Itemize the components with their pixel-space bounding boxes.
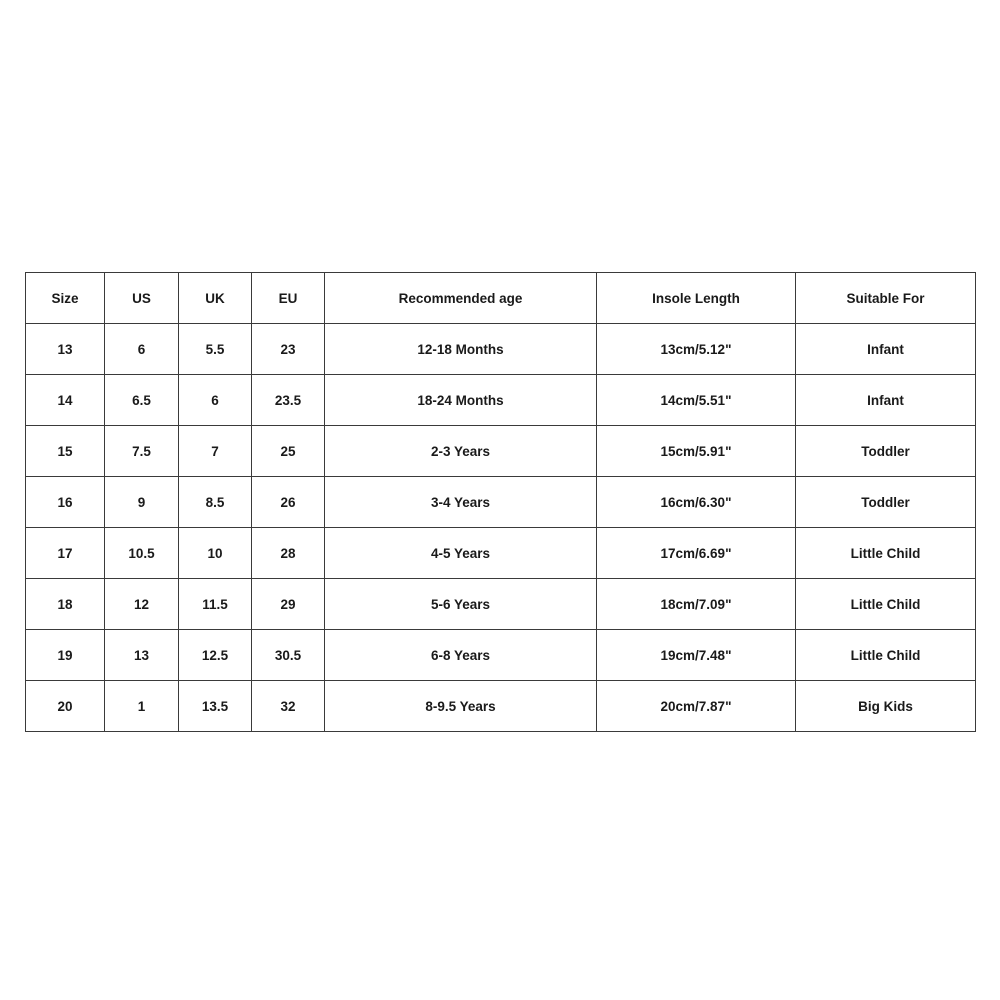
- cell-insole-length: 16cm/6.30": [597, 477, 796, 528]
- table-row: [26, 681, 976, 732]
- cell-size: 19: [26, 630, 105, 681]
- cell-uk: 5.5: [179, 324, 252, 375]
- table-row: [26, 630, 976, 681]
- cell-us: 12: [105, 579, 179, 630]
- cell-eu: 25: [252, 426, 325, 477]
- cell-us: 6.5: [105, 375, 179, 426]
- cell-us: 9: [105, 477, 179, 528]
- cell-recommended-age: 4-5 Years: [325, 528, 597, 579]
- cell-recommended-age: 2-3 Years: [325, 426, 597, 477]
- size-chart-table: [25, 272, 976, 732]
- cell-us: 1: [105, 681, 179, 732]
- cell-suitable-for: Little Child: [796, 528, 976, 579]
- cell-suitable-for: Little Child: [796, 579, 976, 630]
- cell-uk: 10: [179, 528, 252, 579]
- cell-us: 7.5: [105, 426, 179, 477]
- size-chart-container: [25, 272, 975, 732]
- cell-eu: 23.5: [252, 375, 325, 426]
- table-row: [26, 528, 976, 579]
- table-header-row: [26, 273, 976, 324]
- cell-eu: 26: [252, 477, 325, 528]
- table-row: [26, 426, 976, 477]
- cell-uk: 6: [179, 375, 252, 426]
- cell-size: 15: [26, 426, 105, 477]
- table-row: [26, 375, 976, 426]
- cell-suitable-for: Little Child: [796, 630, 976, 681]
- cell-insole-length: 13cm/5.12": [597, 324, 796, 375]
- cell-eu: 32: [252, 681, 325, 732]
- cell-us: 10.5: [105, 528, 179, 579]
- cell-recommended-age: 18-24 Months: [325, 375, 597, 426]
- cell-size: 20: [26, 681, 105, 732]
- cell-uk: 13.5: [179, 681, 252, 732]
- cell-suitable-for: Infant: [796, 324, 976, 375]
- cell-insole-length: 14cm/5.51": [597, 375, 796, 426]
- cell-insole-length: 18cm/7.09": [597, 579, 796, 630]
- cell-size: 14: [26, 375, 105, 426]
- cell-recommended-age: 3-4 Years: [325, 477, 597, 528]
- cell-size: 17: [26, 528, 105, 579]
- cell-eu: 23: [252, 324, 325, 375]
- column-header-insole-length: Insole Length: [597, 273, 796, 324]
- cell-us: 13: [105, 630, 179, 681]
- cell-recommended-age: 12-18 Months: [325, 324, 597, 375]
- cell-insole-length: 19cm/7.48": [597, 630, 796, 681]
- cell-recommended-age: 8-9.5 Years: [325, 681, 597, 732]
- table-row: [26, 324, 976, 375]
- cell-suitable-for: Big Kids: [796, 681, 976, 732]
- table-header: [26, 273, 976, 324]
- column-header-uk: UK: [179, 273, 252, 324]
- cell-size: 13: [26, 324, 105, 375]
- column-header-size: Size: [26, 273, 105, 324]
- cell-uk: 8.5: [179, 477, 252, 528]
- column-header-eu: EU: [252, 273, 325, 324]
- table-row: [26, 477, 976, 528]
- cell-suitable-for: Infant: [796, 375, 976, 426]
- cell-size: 18: [26, 579, 105, 630]
- column-header-suitable-for: Suitable For: [796, 273, 976, 324]
- cell-us: 6: [105, 324, 179, 375]
- cell-insole-length: 20cm/7.87": [597, 681, 796, 732]
- cell-suitable-for: Toddler: [796, 426, 976, 477]
- cell-recommended-age: 6-8 Years: [325, 630, 597, 681]
- cell-uk: 12.5: [179, 630, 252, 681]
- cell-size: 16: [26, 477, 105, 528]
- cell-insole-length: 15cm/5.91": [597, 426, 796, 477]
- cell-eu: 28: [252, 528, 325, 579]
- cell-insole-length: 17cm/6.69": [597, 528, 796, 579]
- cell-eu: 29: [252, 579, 325, 630]
- column-header-recommended-age: Recommended age: [325, 273, 597, 324]
- cell-uk: 7: [179, 426, 252, 477]
- cell-suitable-for: Toddler: [796, 477, 976, 528]
- cell-eu: 30.5: [252, 630, 325, 681]
- cell-uk: 11.5: [179, 579, 252, 630]
- table-body: [26, 324, 976, 732]
- cell-recommended-age: 5-6 Years: [325, 579, 597, 630]
- table-row: [26, 579, 976, 630]
- column-header-us: US: [105, 273, 179, 324]
